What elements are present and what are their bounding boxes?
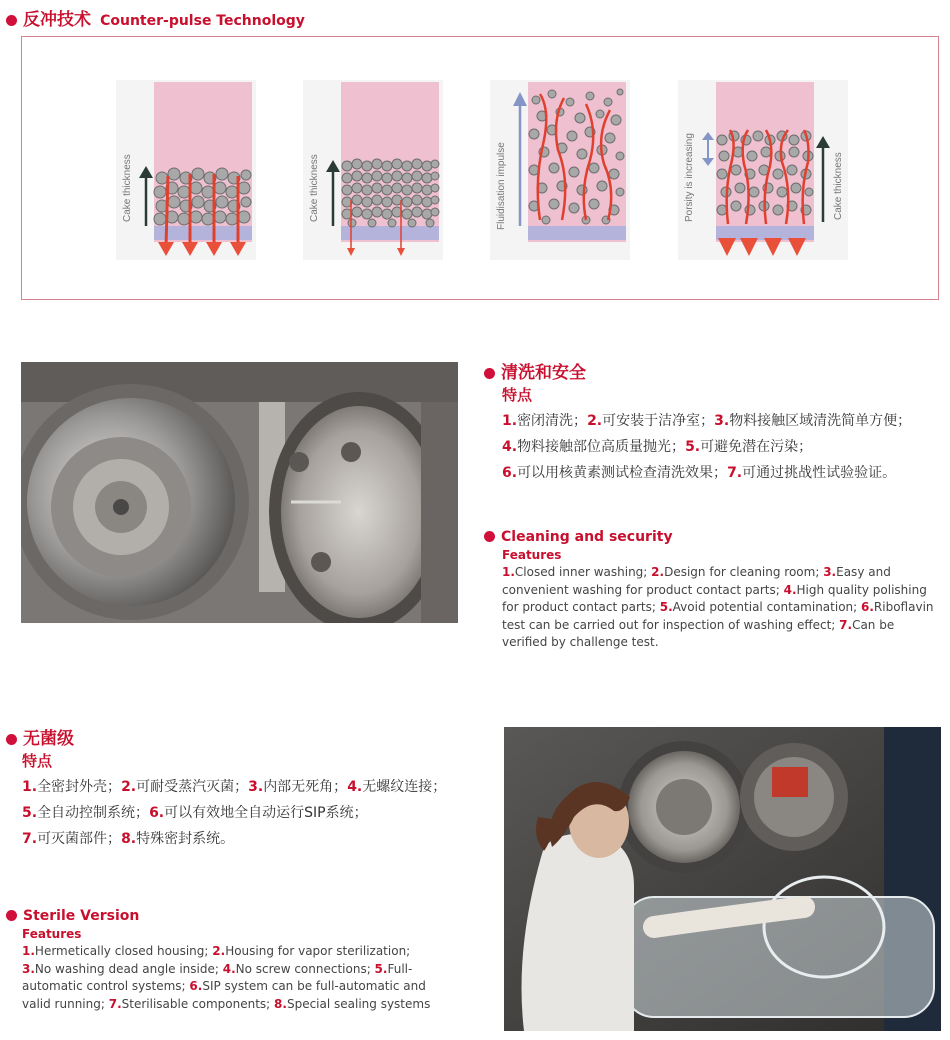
bullet-icon xyxy=(484,531,495,542)
operator-isolator-photo xyxy=(504,727,941,1031)
diagram-4-label-left: Porsity is increasing xyxy=(684,133,695,222)
feature-line: 5.全自动控制系统；6.可以有效地全自动运行SIP系统； xyxy=(22,805,368,821)
sterile-title-cn-row xyxy=(6,728,486,750)
diagram-4-label-right: Cake thickness xyxy=(833,152,844,220)
cleaning-features-label-cn: 特点 xyxy=(502,386,533,404)
sterile-features-label-cn: 特点 xyxy=(22,752,53,770)
feature-line: 1.密闭清洗；2.可安装于洁净室；3.物料接触区域清洗简单方便； xyxy=(502,413,912,429)
cleaning-features-list-cn xyxy=(502,408,944,486)
sterile-features-text-en: 1.Hermetically closed housing; 2.Housing for vapor sterilization; 3.No washing dead angle inside; 4.No screw connections; 5.Full-automatic control systems; 6.SIP system can be full-automatic and valid running; 7.Sterilisable components; 8.Special sealing systems xyxy=(22,944,431,1011)
cleaning-title-cn: 清洗和安全 xyxy=(501,363,586,383)
sterile-title-en: Sterile Version xyxy=(23,908,140,924)
bullet-icon xyxy=(6,910,17,921)
diagram-3-label: Fluidisation impulse xyxy=(496,142,507,230)
diagram-3 xyxy=(490,80,630,260)
cleaning-features-text-en: 1.Closed inner washing; 2.Design for cleaning room; 3.Easy and convenient washing for product contact parts; 4.High quality polishing for product contact parts; 5.Avoid potential contamination; 6.Riboflavin test can be carried out for inspection of washing effect; 7.Can be verified by challenge test. xyxy=(502,565,934,649)
cleaning-security-cn xyxy=(484,362,944,486)
stainless-chamber-photo xyxy=(21,362,458,623)
sterile-features-label-en: Features xyxy=(22,927,82,941)
sterile-version-en xyxy=(6,906,446,1013)
diagram-1 xyxy=(116,80,256,260)
bullet-icon xyxy=(6,734,17,745)
section-title-en: Counter-pulse Technology xyxy=(100,13,305,29)
feature-line: 6.可以用核黄素测试检查清洗效果；7.可通过挑战性试验验证。 xyxy=(502,465,897,481)
diagram-1-label: Cake thickness xyxy=(122,154,133,222)
diagram-2 xyxy=(303,80,443,260)
diagram-4 xyxy=(678,80,848,260)
section-title-cn: 反冲技术 xyxy=(23,10,91,30)
diagram-2-label: Cake thickness xyxy=(309,154,320,222)
cleaning-title-en: Cleaning and security xyxy=(501,529,673,545)
cleaning-title-en-row xyxy=(484,527,940,546)
feature-line: 7.可灭菌部件；8.特殊密封系统。 xyxy=(22,831,235,847)
bullet-icon xyxy=(6,15,17,26)
sterile-title-cn: 无菌级 xyxy=(23,729,74,749)
cleaning-title-cn-row xyxy=(484,362,944,384)
feature-line: 1.全密封外壳；2.可耐受蒸汽灭菌；3.内部无死角；4.无螺纹连接； xyxy=(22,779,447,795)
sterile-title-en-row xyxy=(6,906,446,925)
sterile-features-list-cn xyxy=(22,774,486,852)
feature-line: 4.物料接触部位高质量抛光；5.可避免潜在污染； xyxy=(502,439,813,455)
cleaning-security-en xyxy=(484,527,940,652)
bullet-icon xyxy=(484,368,495,379)
particle-cake xyxy=(342,159,439,227)
cleaning-features-label-en: Features xyxy=(502,548,562,562)
section-counter-pulse-header xyxy=(6,5,305,30)
sterile-version-cn xyxy=(6,728,486,852)
